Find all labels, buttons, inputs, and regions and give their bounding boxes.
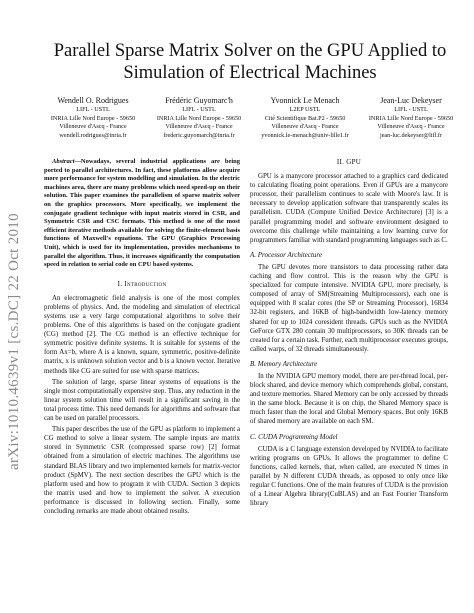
author-city: Villeneuve d'Ascq - France [271,123,339,131]
author-email: wendell.rodrigues@inria.fr [59,131,127,139]
left-column [44,158,240,518]
author-city: Villeneuve d'Ascq - France [165,123,233,131]
abstract-text: —Nowadays, several industrial applications are being ported to parallel architectures. In fact, these platforms allow acquire more performance for system modelling and simulation. In the electric machines area, there are many problems which need speed-up on their solution. This paper examines the parallelism of sparse matrix solver on the graphics processors. More specifically, we implement the conjugate gradient technique with input matrix stored in CSR, and Symmetric CSR and CSC formats. This method is one of the most efficient iterative methods available for solving the finite-element basis functions of Maxwell's equations. The GPU (Graphics Processing Unit), which is used for its implementation, provides mechanisms to parallel the algorithm. Thus, it increases significantly the computation speed in relation to serial code on CPU based systems. [44,158,240,269]
paragraph: In the NVIDIA GPU memory model, there are per-thread local, per-block shared, and device memory which comprehends global, constant, and texture memories. Shared Memory can be only accessed by threads in the same block. Because it is on chip, the Shared Memory space is much faster than the local and Global Memory spaces. But only 16KB of shared memory are available on each SM. [250,372,448,426]
abstract-lead: Abstract [52,158,75,165]
subsection-heading-processor: A. Processor Architecture [250,250,322,259]
author-name: Yvonnick Le Menach [270,96,340,105]
paragraph: The solution of large, sparse linear systems of equations is the single most computationally expensive step. Thus, any reduction in the linear system solution time will result in a significant saving in the total process time. This need demands for algorithms and software that can be used on parallel processors. [44,378,240,423]
author-1 [40,96,146,140]
subsection-heading-memory: B. Memory Architecture [250,359,318,368]
author-email: jean-luc.dekeyser@lifl.fr [379,131,443,139]
author-institution: INRIA Lille Nord Europe - 59650 [368,114,454,122]
author-city: Villeneuve d'Ascq - France [59,123,127,131]
author-3 [252,96,358,140]
section-heading-gpu: II. GPU [336,158,362,166]
author-email: frederic.guyomarch@inria.fr [163,131,235,139]
author-4 [358,96,464,140]
author-institution: INRIA Lille Nord Europe - 59650 [156,114,242,122]
author-affiliation: LIFL - USTL [182,106,216,113]
author-institution: Cité Scientifique Bat.P2 - 59650 [264,114,346,122]
author-name: Wendell O. Rodrigues [57,96,129,105]
paragraph: GPU is a manycore processor attached to a graphics card dedicated to calculating floating point operations. Even if GPUs are a manycore processor, their parallelism continues to scale with Moore's law. It is necessary to develop application software that transparently scales its parallelism. CUDA (Compute Unified Device Architecture) [3] is a parallel programming model and software environment designed to overcome this challenge while maintaining a low learning curve for programmers familiar with standard programming languages such as C. [250,173,448,244]
author-email: yvonnick.le-menach@univ-lille1.fr [261,131,349,139]
author-affiliation: LIFL - USTL [394,106,428,113]
paragraph: This paper describes the use of the GPU as platform to implement a CG method to solve a linear system. The sample inputs are matrix stored in Symmetric CSR (compressed sparse row) [2] format obtained from a simulation of electric machines. The algorithms use standard BLAS library and two implemented kernels for matrix-vector product (SpMV). The next section describes the GPU which is the platform used and how to program it with CUDA. Section 3 depicts the matrix used and how to implement the solver. A execution performance is discussed in following section. Finally, some concluding remarks are made about obtained results. [44,426,240,515]
section-heading-introduction: I. Introduction [117,279,167,288]
author-institution: INRIA Lille Nord Europe - 59650 [50,114,136,122]
author-affiliation: L2EP USTL [289,106,321,113]
paragraph: CUDA is a C language extension developed by NVIDIA to facilitate writing programs on GPUs. It allows the programmer to define C functions, called kernels, that, when called, are executed N times in parallel by N different CUDA threads, as opposed to only once like regular C functions. One of the main features of CUDA is the provision of a Linear Algebra library(CuBLAS) and an Fast Fourier Transform library [250,445,448,508]
author-city: Villeneuve d'Ascq - France [377,123,445,131]
arxiv-identifier: arXiv:1010.4639v1 [cs.DC] 22 Oct 2010 [6,213,22,470]
author-affiliation: LIFL - USTL [76,106,110,113]
subsection-heading-cuda: C. CUDA Programming Model [250,432,338,441]
paper-title: Parallel Sparse Matrix Solver on the GPU Applied to Simulation of Electrical Machines [53,41,447,83]
author-block [40,96,464,140]
paragraph: An electromagnetic field analysis is one of the most complex problems of physics. And, the modeling and simulation of electrical systems use a very large computational algorithms to solve their problems. One of this algorithms is based on the conjugate gradient (CG) method [2]. The CG method is an effective technique for symmetric positive definite systems. It is suitable for systems of the form Ax=b, where A is a known, square, symmetric, positive-definite matrix, x is unknown solution vector and b is a known vector. Iterative methods like CG are suited for use with sparse matrices. [44,294,240,375]
author-2 [146,96,252,140]
right-column [250,158,448,510]
author-name: Jean-Luc Dekeyser [380,96,442,105]
abstract [44,158,240,270]
paragraph: The GPU devotes more transistors to data processing rather data caching and flow control. This is the reason why the GPU is specialized for compute intensive. NVIDIA GPU, more precisely, is composed of array of SM(Streaming Multiprocessors), each one is equipped with 8 scalar cores (the SP or Streaming Processor), 16834 32-bit registers, and 16KB of high-bandwidth low-latency memory shared for up to 1024 coresident threads. GPUs such as the NVIDIA GeForce GTX 280 contain 30 multiprocessors, so 30K threads can be created for a certain task. Further, each multiprocessor executes groups, called warps, of 32 threads simultaneously. [250,263,448,353]
author-name: Frédéric Guyomarc'h [165,96,233,105]
